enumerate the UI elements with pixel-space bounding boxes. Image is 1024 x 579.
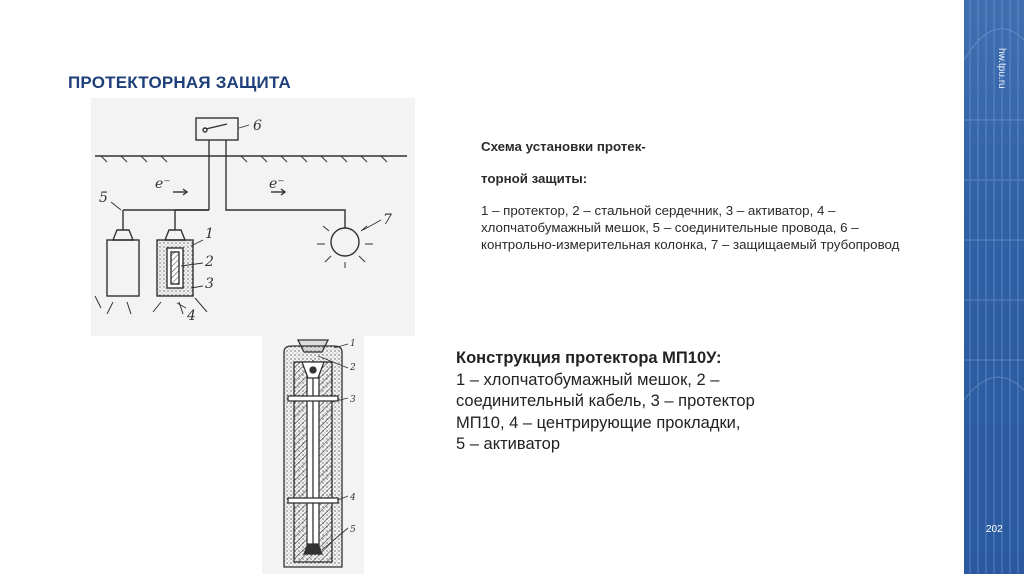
diagram1-label-1: 1 [205, 226, 214, 242]
caption2-heading: Конструкция протектора МП10У: [456, 349, 722, 367]
diagram2-label-4: 4 [350, 493, 356, 503]
caption2-line1: 1 – хлопчатобумажный мешок, 2 – [456, 370, 720, 389]
site-url: hw.tpu.ru [996, 48, 1007, 89]
sidebar-band [964, 0, 1024, 574]
diagram2-label-2: 2 [350, 363, 356, 373]
diagram1-electron-right: e⁻ [269, 176, 285, 192]
caption2-line3: МП10, 4 – центрирующие прокладки, [456, 413, 741, 432]
caption1-line1: Схема установки протек- [481, 139, 646, 154]
slide-title: ПРОТЕКТОРНАЯ ЗАЩИТА [68, 73, 291, 92]
protector-construction-diagram [262, 322, 364, 574]
diagram2-label-3: 3 [350, 395, 356, 405]
caption1-line2: торной защиты: [481, 171, 588, 186]
installation-diagram [91, 98, 415, 336]
construction-caption [456, 348, 856, 456]
caption1-body: 1 – протектор, 2 – стальной сердечник, 3 – активатор, 4 – хлопчатобумажный мешок, 5 – соединительные провода, 6 – контрольно-измерительная колонка, 7 – защищаемый трубопровод [481, 203, 900, 252]
caption2-line2: соединительный кабель, 3 – протектор [456, 392, 755, 410]
diagram1-electron-left: e⁻ [155, 176, 171, 192]
diagram1-label-6: 6 [253, 118, 262, 134]
diagram1-label-4: 4 [187, 308, 196, 324]
caption2-line4: 5 – активатор [456, 435, 560, 453]
page-number: 202 [986, 524, 1003, 535]
diagram1-label-2: 2 [205, 254, 214, 270]
diagram1-label-5: 5 [99, 190, 108, 206]
building-pattern [964, 0, 1024, 574]
diagram2-label-5: 5 [350, 525, 356, 535]
diagram2-label-1: 1 [350, 339, 356, 349]
installation-caption [481, 138, 911, 253]
diagram1-label-7: 7 [383, 212, 392, 228]
diagram1-label-3: 3 [205, 276, 214, 292]
